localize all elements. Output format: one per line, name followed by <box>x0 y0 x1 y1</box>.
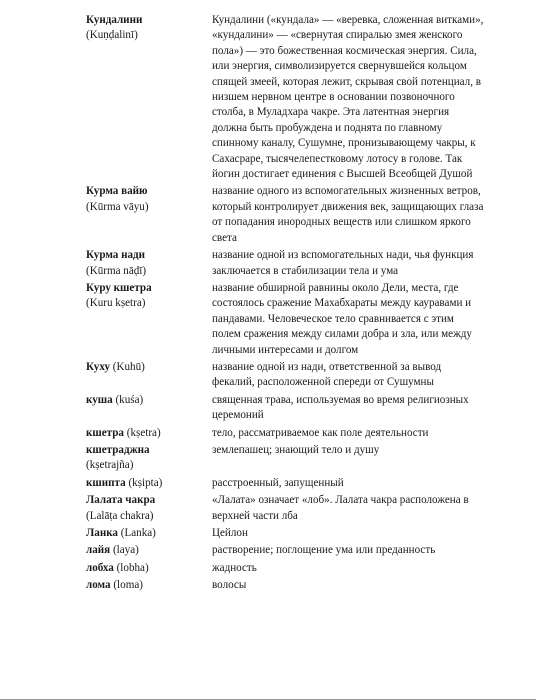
glossary-entry <box>86 543 486 558</box>
entry-term <box>86 360 212 391</box>
entry-definition: землепашец; знающий тело и душу <box>212 443 380 456</box>
entry-definition: «Лалата» означает «лоб». Лалата чакра расположена в верхней части лба <box>212 494 469 522</box>
entry-definition: Цейлон <box>212 527 248 539</box>
entry-term <box>86 493 212 524</box>
glossary-entry <box>86 426 486 441</box>
term-word: лайя <box>86 544 111 557</box>
entry-definition: название одной из вспомогательных нади, чья функция заключается в стабилизации тела и ума <box>212 249 474 277</box>
term-word: кшипта <box>86 476 126 489</box>
term-transliteration-inline: (kṣetra) <box>123 426 161 439</box>
glossary-entry <box>86 561 486 576</box>
term-transliteration-inline: (Kuhū) <box>110 360 145 373</box>
entry-definition: расстроенный, запущенный <box>212 476 344 489</box>
glossary-entry <box>86 281 486 358</box>
term-transliteration-inline: (kṣipta) <box>125 476 163 489</box>
glossary-entry <box>86 443 486 474</box>
glossary-entry <box>86 393 486 424</box>
entry-definition: Кундалини («кундала» — «веревка, сложенная витками», «кундалини» — «свернутая спиралью змея женского пола») — это божественная космическая энергия. Сила, или энергия, символизируется свернувшейся кольцом спящей змеей, которая лежит, скрывая свой потенциал, в низшем нервном центре в основании позвоночного столба, в Муладхара чакре. Эта латентная энергия должна быть пробуждена и поднята по главному спинному каналу, Сушумне, пронизывающему чакры, к Сахасраре, тысячелепестковому лотосу в голове. Так йогин достигает единения с Высшей Всеобщей Душой <box>212 14 484 181</box>
term-word: Курма нади <box>86 249 146 262</box>
term-word: Ланка <box>86 527 118 539</box>
entry-term <box>86 443 212 474</box>
entry-definition: растворение; поглощение ума или преданность <box>212 544 436 557</box>
glossary-entry <box>86 476 486 491</box>
glossary-entry <box>86 578 486 593</box>
term-transliteration-inline: (laya) <box>110 544 139 557</box>
entry-term <box>86 184 212 246</box>
term-transliteration-inline: (Lanka) <box>117 527 156 539</box>
entry-definition: тело, рассматриваемое как поле деятельности <box>212 426 429 439</box>
term-word: Куру кшетра <box>86 281 152 294</box>
term-transliteration-inline: (kuśa) <box>112 393 144 406</box>
term-transliteration-inline: (lobha) <box>113 561 149 574</box>
entry-definition: название одного из вспомогательных жизненных ветров, который контролирует движения век, защищающих глаза от попадания инородных веществ или слишком яркого света <box>212 185 484 244</box>
term-transliteration: (kṣetrajña) <box>86 459 134 472</box>
entry-definition: название одной из нади, ответственной за вывод фекалий, расположенной спереди от Сушумны <box>212 360 442 389</box>
glossary-entry <box>86 360 486 391</box>
term-transliteration-inline: (loma) <box>110 579 143 592</box>
glossary-entry <box>86 526 486 541</box>
term-word: куша <box>86 393 113 406</box>
glossary-entry <box>86 13 486 182</box>
entry-term <box>86 526 212 541</box>
term-word: Курма вайю <box>86 185 148 198</box>
entry-term <box>86 281 212 358</box>
entry-term <box>86 13 212 182</box>
entry-definition: священная трава, используемая во время религиозных церемоний <box>212 393 469 422</box>
glossary-entry <box>86 493 486 524</box>
entry-definition: волосы <box>212 579 247 592</box>
glossary <box>86 13 486 596</box>
entry-definition: жадность <box>212 561 257 574</box>
term-word: кшетраджна <box>86 443 150 456</box>
entry-term <box>86 248 212 279</box>
entry-term <box>86 393 212 424</box>
entry-term <box>86 578 212 593</box>
entry-term <box>86 476 212 491</box>
term-transliteration: (Kuṇḍalinī) <box>86 29 138 42</box>
glossary-entry <box>86 184 486 246</box>
term-word: Лалата чакра <box>86 494 156 507</box>
term-transliteration: (Kūrma nāḍī) <box>86 264 147 277</box>
term-word: лобха <box>86 561 114 574</box>
entry-term <box>86 543 212 558</box>
term-transliteration: (Kūrma vāyu) <box>86 200 149 213</box>
term-word: Кундалини <box>86 14 143 26</box>
entry-term <box>86 426 212 441</box>
entry-definition: название обширной равнины около Дели, места, где состоялось сражение Махабхараты между кауравами и пандавами. Человеческое тело сравнивается с этим полем сражения между силами добра и зла, или между личными интересами и долгом <box>212 281 472 356</box>
entry-term <box>86 561 212 576</box>
term-transliteration: (Kuru kṣetra) <box>86 297 146 310</box>
term-word: лома <box>86 579 111 592</box>
glossary-entry <box>86 248 486 279</box>
term-word: Куху <box>86 360 110 373</box>
term-word: кшетра <box>86 426 124 439</box>
term-transliteration: (Lalāṭa chakra) <box>86 509 154 522</box>
